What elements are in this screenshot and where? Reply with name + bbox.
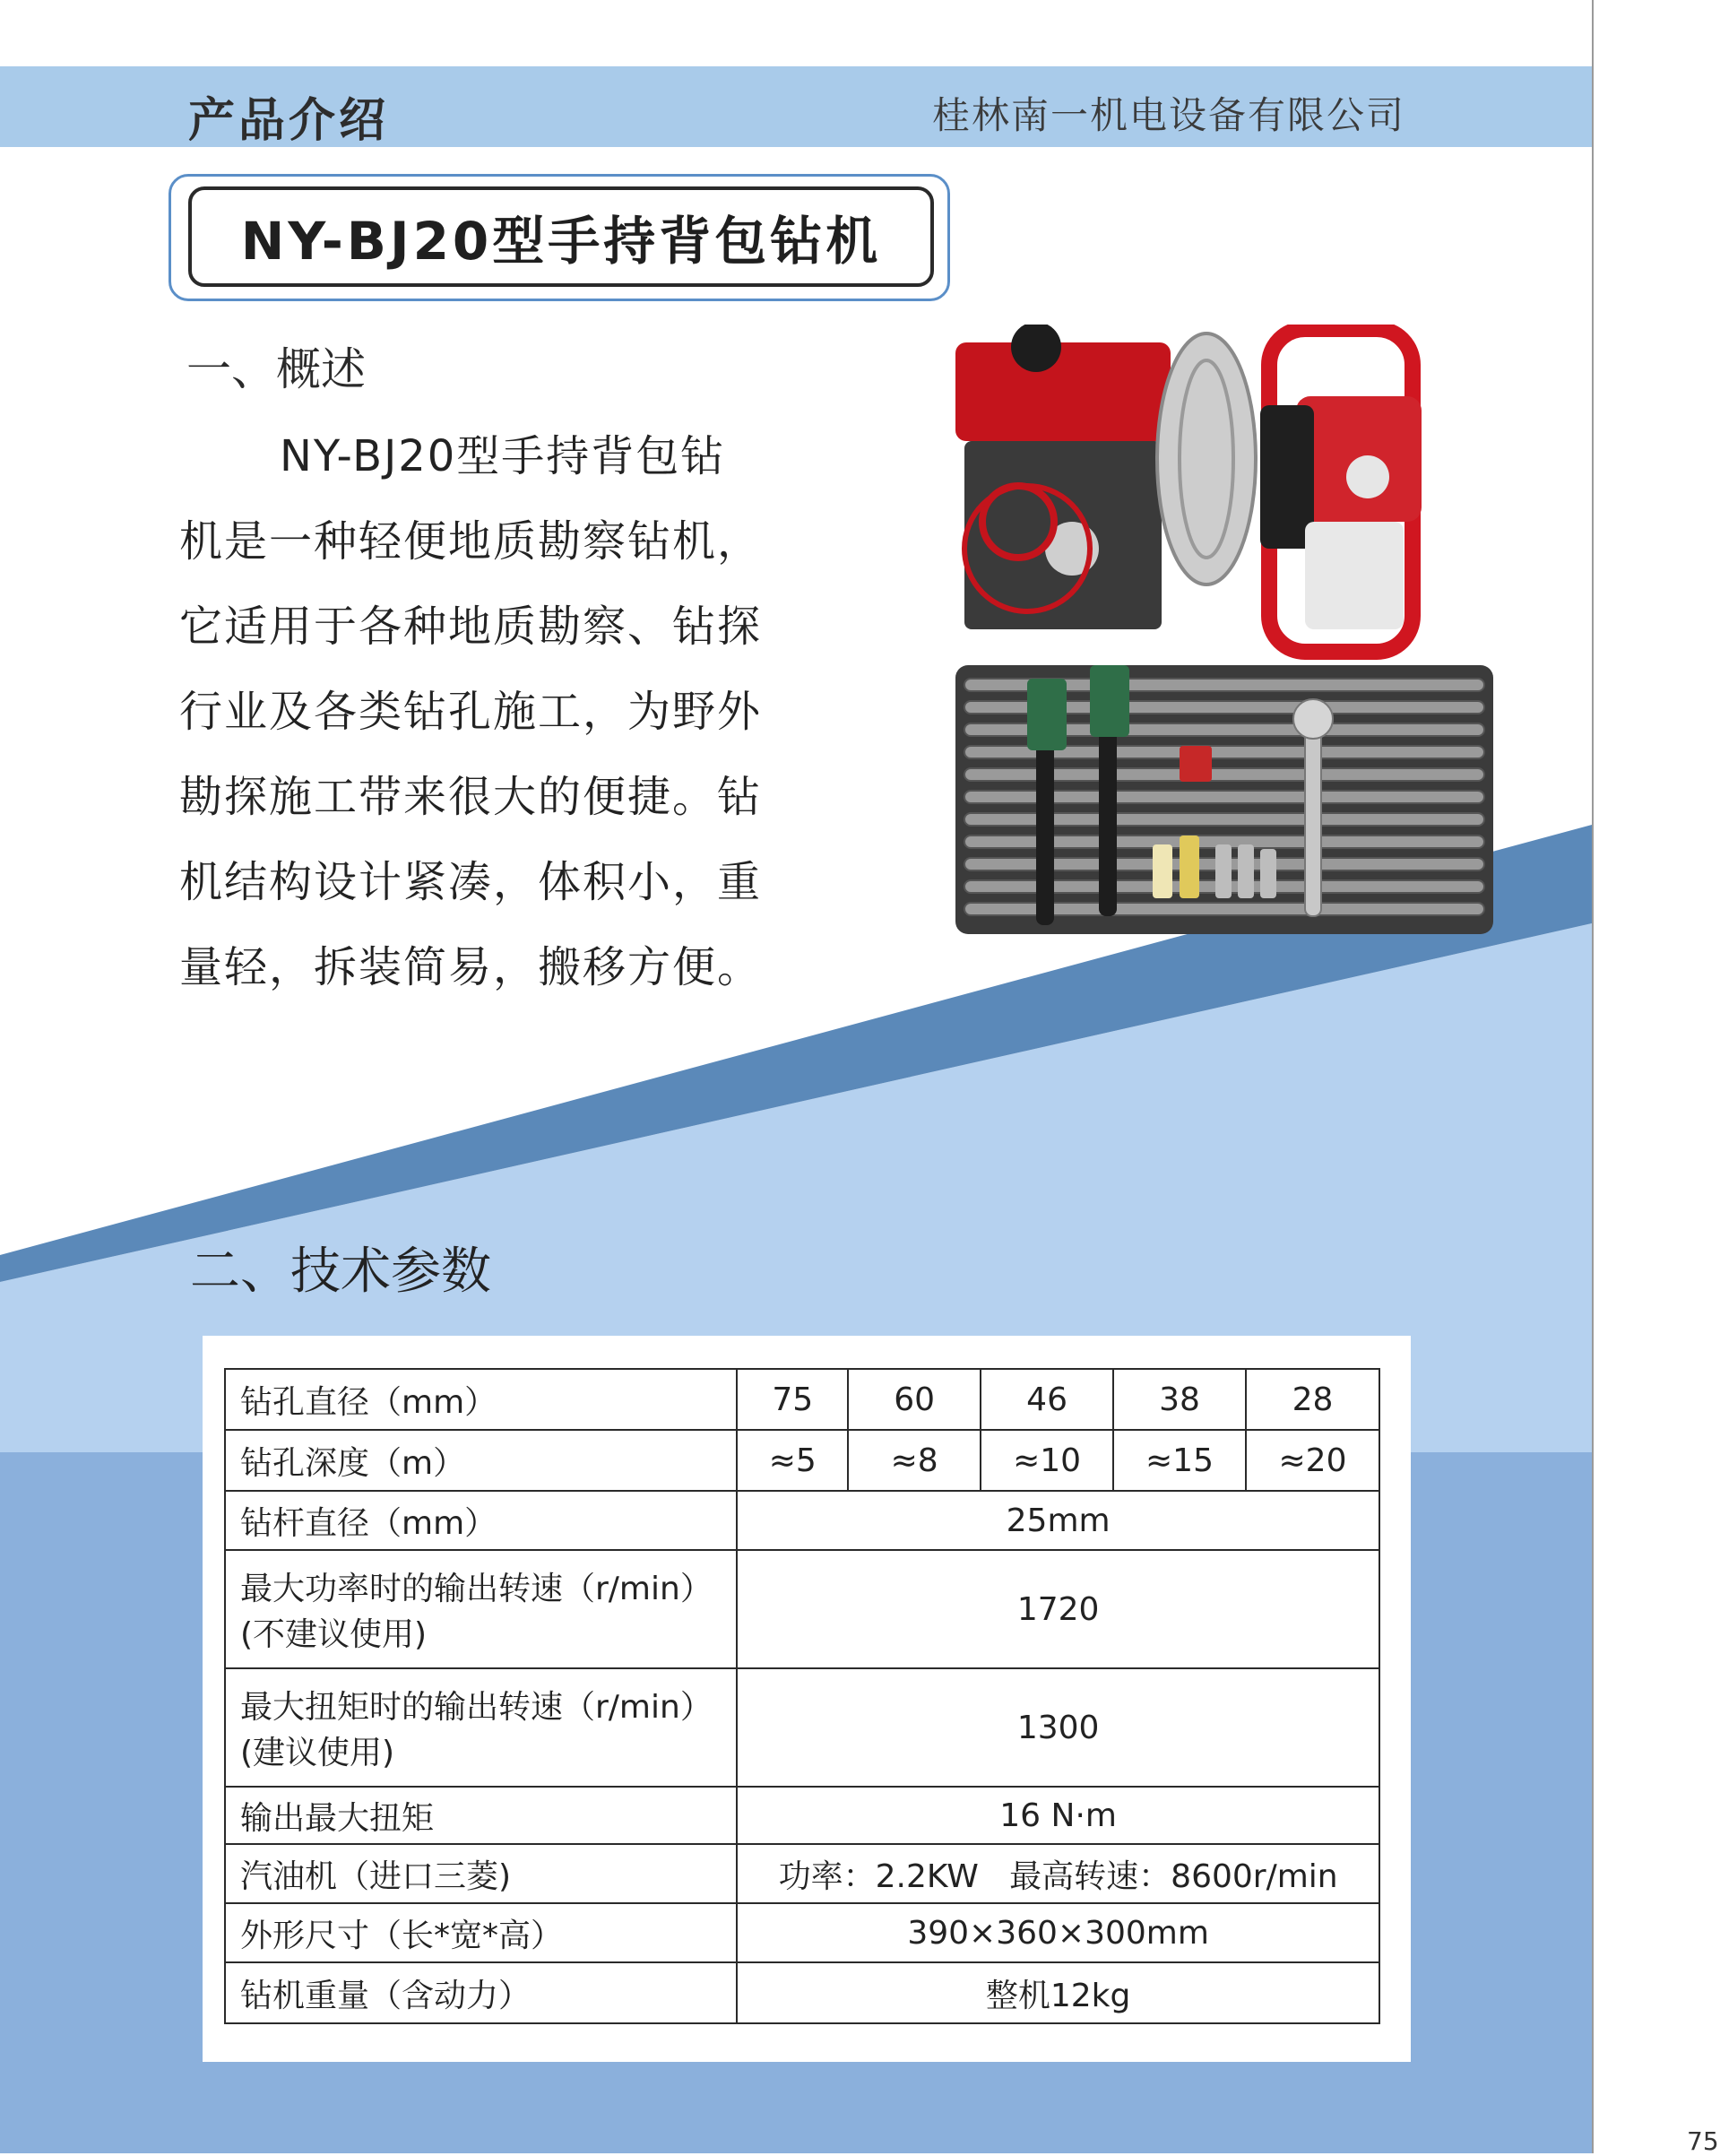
table-cell: 75 — [737, 1369, 848, 1430]
row-label-main: 最大扭矩时的输出转速（r/min） — [240, 1689, 713, 1726]
row-label: 外形尺寸（长*宽*高） — [225, 1903, 737, 1962]
row-label-note: (不建议使用) — [240, 1616, 428, 1653]
row-label: 钻杆直径（mm） — [225, 1491, 737, 1550]
water-pump — [955, 325, 1171, 629]
table-cell: 25mm — [737, 1491, 1379, 1550]
table-row — [225, 1491, 1379, 1550]
row-label: 汽油机（进口三菱) — [225, 1844, 737, 1903]
table-row — [225, 1430, 1379, 1491]
overview-line: 行业及各类钻孔施工，为野外 — [179, 687, 763, 737]
table-row — [225, 1844, 1379, 1903]
rope-coil — [1157, 333, 1256, 584]
product-photo — [929, 325, 1502, 945]
table-cell: ≈20 — [1246, 1430, 1379, 1491]
table-cell: ≈8 — [848, 1430, 981, 1491]
table-cell: 60 — [848, 1369, 981, 1430]
red-hex-keys — [1180, 746, 1212, 782]
overview-line: 它适用于各种地质勘察、钻探 — [179, 602, 763, 652]
table-cell: 46 — [981, 1369, 1113, 1430]
header-section-label: 产品介绍 — [188, 94, 390, 148]
specs-heading: 二、技术参数 — [190, 1243, 491, 1301]
overview-line: 机是一种轻便地质勘察钻机， — [179, 516, 763, 567]
overview-line: 量轻，拆装简易，搬移方便。 — [179, 942, 763, 992]
overview-line: 勘探施工带来很大的便捷。钻 — [179, 772, 763, 822]
overview-heading: 一、概述 — [186, 343, 366, 395]
table-cell: 1720 — [737, 1550, 1379, 1668]
row-label: 输出最大扭矩 — [225, 1787, 737, 1844]
row-label — [225, 1668, 737, 1787]
table-cell: 390×360×300mm — [737, 1903, 1379, 1962]
overview-text — [179, 414, 764, 1010]
page-number: 75 — [1687, 2126, 1719, 2156]
engine-frame — [1260, 329, 1422, 652]
header-company-name: 桂林南一机电设备有限公司 — [932, 93, 1406, 137]
spec-table — [224, 1368, 1380, 2024]
row-label-note: (建议使用) — [240, 1735, 395, 1771]
table-row — [225, 1668, 1379, 1787]
table-cell: 功率：2.2KW 最高转速：8600r/min — [737, 1844, 1379, 1903]
overview-line: 机结构设计紧凑，体积小，重 — [179, 857, 763, 907]
table-cell: 1300 — [737, 1668, 1379, 1787]
product-title: NY-BJ20型手持背包钻机 — [188, 186, 934, 287]
overview-line: NY-BJ20型手持背包钻 — [280, 431, 726, 481]
table-cell: ≈15 — [1113, 1430, 1246, 1491]
table-cell: ≈10 — [981, 1430, 1113, 1491]
table-cell: 38 — [1113, 1369, 1246, 1430]
row-label-main: 最大功率时的输出转速（r/min） — [240, 1571, 713, 1607]
row-label: 钻机重量（含动力） — [225, 1962, 737, 2023]
table-cell: 16 N·m — [737, 1787, 1379, 1844]
row-label — [225, 1550, 737, 1668]
row-label: 钻孔深度（m） — [225, 1430, 737, 1491]
row-label: 钻孔直径（mm） — [225, 1369, 737, 1430]
table-row — [225, 1550, 1379, 1668]
table-row — [225, 1903, 1379, 1962]
table-row — [225, 1962, 1379, 2023]
table-row — [225, 1787, 1379, 1844]
table-cell: ≈5 — [737, 1430, 848, 1491]
table-row — [225, 1369, 1379, 1430]
table-cell: 28 — [1246, 1369, 1379, 1430]
table-cell: 整机12kg — [737, 1962, 1379, 2023]
